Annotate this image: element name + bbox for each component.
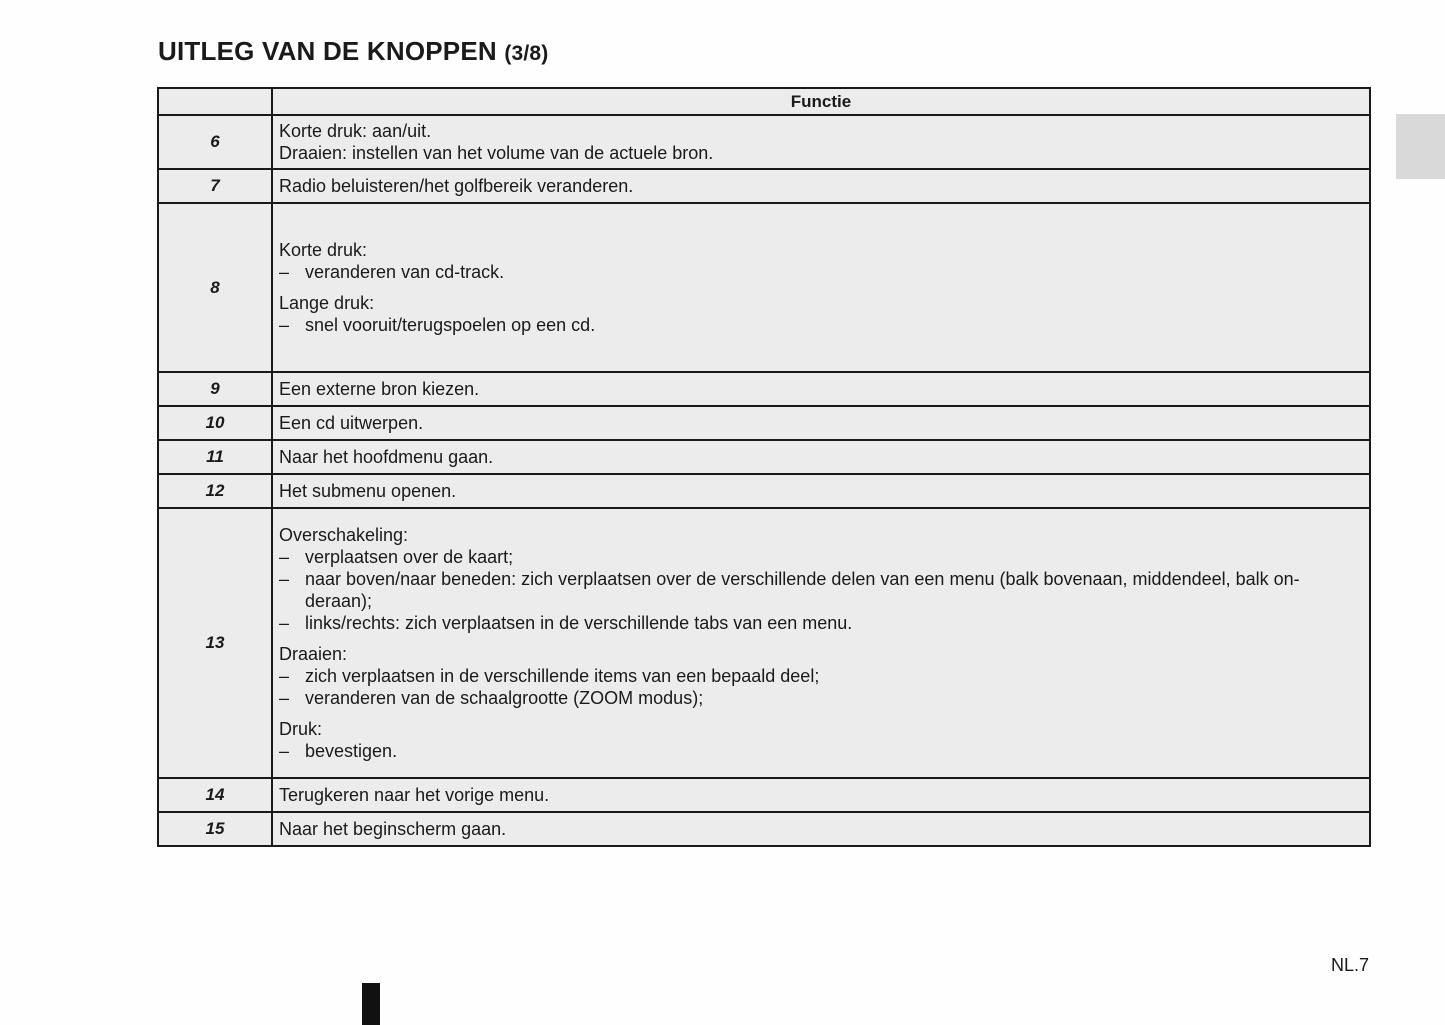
list-item-text: verplaatsen over de kaart; xyxy=(305,547,514,567)
bullet-dash: – xyxy=(279,688,290,708)
button-number: 6 xyxy=(158,115,272,169)
list-item xyxy=(279,740,1363,762)
function-line: Draaien: instellen van het volume van de actuele bron. xyxy=(279,143,714,163)
list-item xyxy=(279,612,1363,634)
button-number: 14 xyxy=(158,778,272,812)
table-row xyxy=(158,508,1370,778)
list-item xyxy=(279,546,1363,568)
function-block xyxy=(279,524,1363,634)
table-row xyxy=(158,406,1370,440)
list-item xyxy=(279,665,1363,687)
function-cell xyxy=(272,474,1370,508)
function-cell xyxy=(272,406,1370,440)
function-line: Terugkeren naar het vorige menu. xyxy=(279,785,550,805)
button-function-table xyxy=(157,87,1371,847)
function-line: Korte druk: aan/uit. xyxy=(279,121,432,141)
function-line: Naar het hoofdmenu gaan. xyxy=(279,447,494,467)
table-header-row xyxy=(158,88,1370,115)
button-number: 11 xyxy=(158,440,272,474)
function-cell xyxy=(272,115,1370,169)
function-block xyxy=(279,718,1363,762)
block-label: Overschakeling: xyxy=(279,525,409,545)
button-number: 13 xyxy=(158,508,272,778)
table-row xyxy=(158,778,1370,812)
list-item xyxy=(279,261,1363,283)
function-cell xyxy=(272,440,1370,474)
list-item-text: links/rechts: zich verplaatsen in de verschillende tabs van een menu. xyxy=(305,613,853,633)
list-item-text: naar boven/naar beneden: zich verplaatsen over de verschillende delen van een menu (balk bovenaan, middendeel, balk on-deraan); xyxy=(305,569,1300,611)
list-item-text: zich verplaatsen in de verschillende items van een bepaald deel; xyxy=(305,666,820,686)
button-number: 8 xyxy=(158,203,272,372)
bullet-dash: – xyxy=(279,666,290,686)
print-crop-mark xyxy=(362,983,380,1025)
table-row xyxy=(158,474,1370,508)
page-title-text: UITLEG VAN DE KNOPPEN xyxy=(158,36,497,66)
header-function-cell: Functie xyxy=(272,88,1370,115)
list-item xyxy=(279,568,1363,612)
table-row xyxy=(158,372,1370,406)
list-item-text: bevestigen. xyxy=(305,741,398,761)
list-item xyxy=(279,687,1363,709)
bullet-dash: – xyxy=(279,613,290,633)
page-title xyxy=(158,36,549,67)
function-line: Naar het beginscherm gaan. xyxy=(279,819,507,839)
function-line: Radio beluisteren/het golfbereik veranderen. xyxy=(279,176,634,196)
button-number: 15 xyxy=(158,812,272,846)
list-item-text: veranderen van de schaalgrootte (ZOOM modus); xyxy=(305,688,704,708)
bullet-dash: – xyxy=(279,569,290,589)
button-number: 12 xyxy=(158,474,272,508)
table-row xyxy=(158,115,1370,169)
bullet-dash: – xyxy=(279,547,290,567)
function-block xyxy=(279,643,1363,709)
header-number-cell xyxy=(158,88,272,115)
function-block xyxy=(279,292,1363,336)
button-number: 10 xyxy=(158,406,272,440)
function-line: Een externe bron kiezen. xyxy=(279,379,480,399)
table-row xyxy=(158,169,1370,203)
table-row xyxy=(158,812,1370,846)
bullet-dash: – xyxy=(279,741,290,761)
function-line: Het submenu openen. xyxy=(279,481,457,501)
block-label: Lange druk: xyxy=(279,293,375,313)
function-cell xyxy=(272,203,1370,372)
function-block xyxy=(279,239,1363,283)
function-cell xyxy=(272,778,1370,812)
table-row xyxy=(158,440,1370,474)
chapter-tab-marker xyxy=(1396,114,1445,179)
function-cell xyxy=(272,372,1370,406)
bullet-dash: – xyxy=(279,315,290,335)
function-cell xyxy=(272,169,1370,203)
function-cell xyxy=(272,812,1370,846)
bullet-dash: – xyxy=(279,262,290,282)
list-item-text: veranderen van cd-track. xyxy=(305,262,505,282)
block-label: Druk: xyxy=(279,719,323,739)
table-row xyxy=(158,203,1370,372)
block-label: Korte druk: xyxy=(279,240,368,260)
button-number: 9 xyxy=(158,372,272,406)
list-item-text: snel vooruit/terugspoelen op een cd. xyxy=(305,315,596,335)
page-title-part: (3/8) xyxy=(504,42,549,65)
function-line: Een cd uitwerpen. xyxy=(279,413,424,433)
list-item xyxy=(279,314,1363,336)
function-cell xyxy=(272,508,1370,778)
page-number: NL.7 xyxy=(1331,955,1370,975)
button-number: 7 xyxy=(158,169,272,203)
block-label: Draaien: xyxy=(279,644,348,664)
